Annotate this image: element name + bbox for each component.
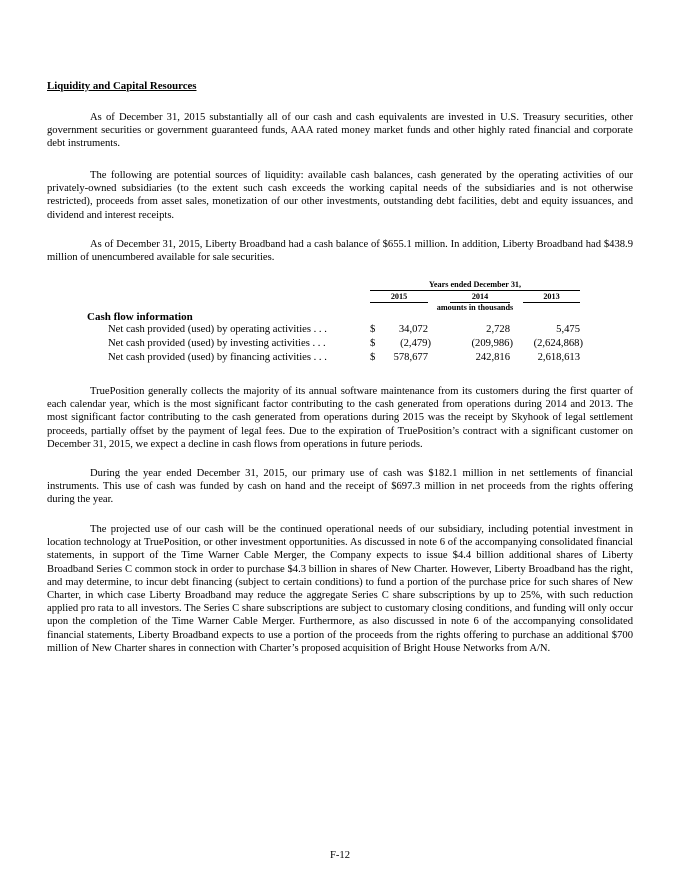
row-label: Net cash provided (used) by financing activities . . . [108, 352, 327, 363]
year-header-2013: 2013 [523, 292, 580, 303]
value-2015: 578,677 [393, 352, 428, 363]
paragraph-cash-balance: As of December 31, 2015, Liberty Broadband had a cash balance of $655.1 million. In addition, Liberty Broadband had $438.9 million of unencumbered available for sale securities. [47, 239, 633, 264]
paragraph-trueposition: TruePosition generally collects the majority of its annual software maintenance from its customers during the first quarter of each calendar year, which is the most significant factor contributing to the cash generated from operations during 2014 and 2013. The most significant factor contributing to the cash generated from operations during 2015 was the receipt by Skyhook of legal settlement proceeds, partially offset by the payment of legal fees. Due to the expiration of TruePosition’s contract with a significant customer on December 31, 2015, we expect a decline in cash flows from operations in future periods. [47, 386, 633, 450]
value-2015: (2,479) [400, 338, 431, 349]
paragraph-use-of-cash: During the year ended December 31, 2015, our primary use of cash was $182.1 million in net settlements of financial instruments. This use of cash was funded by cash on hand and the receipt of $697.3 million in net proceeds from the rights offering during the year. [47, 468, 633, 506]
table-row [47, 324, 633, 338]
value-2013: 5,475 [556, 324, 580, 335]
row-label: Net cash provided (used) by operating activities . . . [108, 324, 327, 335]
table-section-label: Cash flow information [87, 311, 193, 323]
section-heading: Liquidity and Capital Resources [47, 80, 197, 92]
year-header-2014: 2014 [450, 292, 510, 303]
paragraph-liquidity-sources: The following are potential sources of liquidity: available cash balances, cash generated by the operating activities of our privately-owned subsidiaries (to the extent such cash exceeds the working capital needs of the subsidiaries and is not otherwise restricted), proceeds from asset sales, monetization of our other investments, outstanding debt facilities, debt and equity issuances, and dividend and interest receipts. [47, 170, 633, 221]
dollar-sign: $ [370, 324, 376, 335]
row-label: Net cash provided (used) by investing activities . . . [108, 338, 326, 349]
table-row [47, 352, 633, 366]
table-header-years: Years ended December 31, [370, 280, 580, 291]
year-header-2015: 2015 [370, 292, 428, 303]
value-2014: 2,728 [486, 324, 510, 335]
paragraph-cash-investments: As of December 31, 2015 substantially all of our cash and cash equivalents are invested in U.S. Treasury securities, other government securities or government guaranteed funds, AAA rated money market funds and other highly rated financial and corporate debt instruments. [47, 112, 633, 150]
cash-flow-table [47, 280, 633, 370]
page-number: F-12 [329, 850, 350, 861]
value-2013: 2,618,613 [537, 352, 580, 363]
value-2014: 242,816 [475, 352, 510, 363]
dollar-sign: $ [370, 338, 376, 349]
value-2015: 34,072 [398, 324, 428, 335]
value-2014: (209,986) [471, 338, 513, 349]
table-row [47, 338, 633, 352]
dollar-sign: $ [370, 352, 376, 363]
table-units-label: amounts in thousands [436, 303, 514, 312]
paragraph-projected-use: The projected use of our cash will be the continued operational needs of our subsidiary, including potential investment in location technology at TruePosition, or other investment opportunities. As discussed in note 6 of the accompanying consolidated financial statements, in support of the Time Warner Cable Merger, the Company expects to issue $4.4 billion additional shares of Liberty Broadband Series C common stock in order to purchase $4.3 billion in shares of New Charter. However, Liberty Broadband has the right, and may determine, to incur debt financing (subject to certain conditions) to fund a portion of the purchase price for such shares of New Charter, in which case Liberty Broadband may reduce the aggregate Series C share subscriptions by up to 25%, with such reduction applied pro rata to all investors. The Series C share subscriptions are subject to customary closing conditions, and funding will only occur upon the completion of the Time Warner Cable Merger. Furthermore, as also discussed in note 6 of the accompanying consolidated financial statements, Liberty Broadband expects to use a portion of the proceeds from the rights offering to purchase an additional $700 million of New Charter shares in connection with Charter’s proposed acquisition of Bright House Networks from A/N. [47, 524, 633, 654]
value-2013: (2,624,868) [533, 338, 583, 349]
